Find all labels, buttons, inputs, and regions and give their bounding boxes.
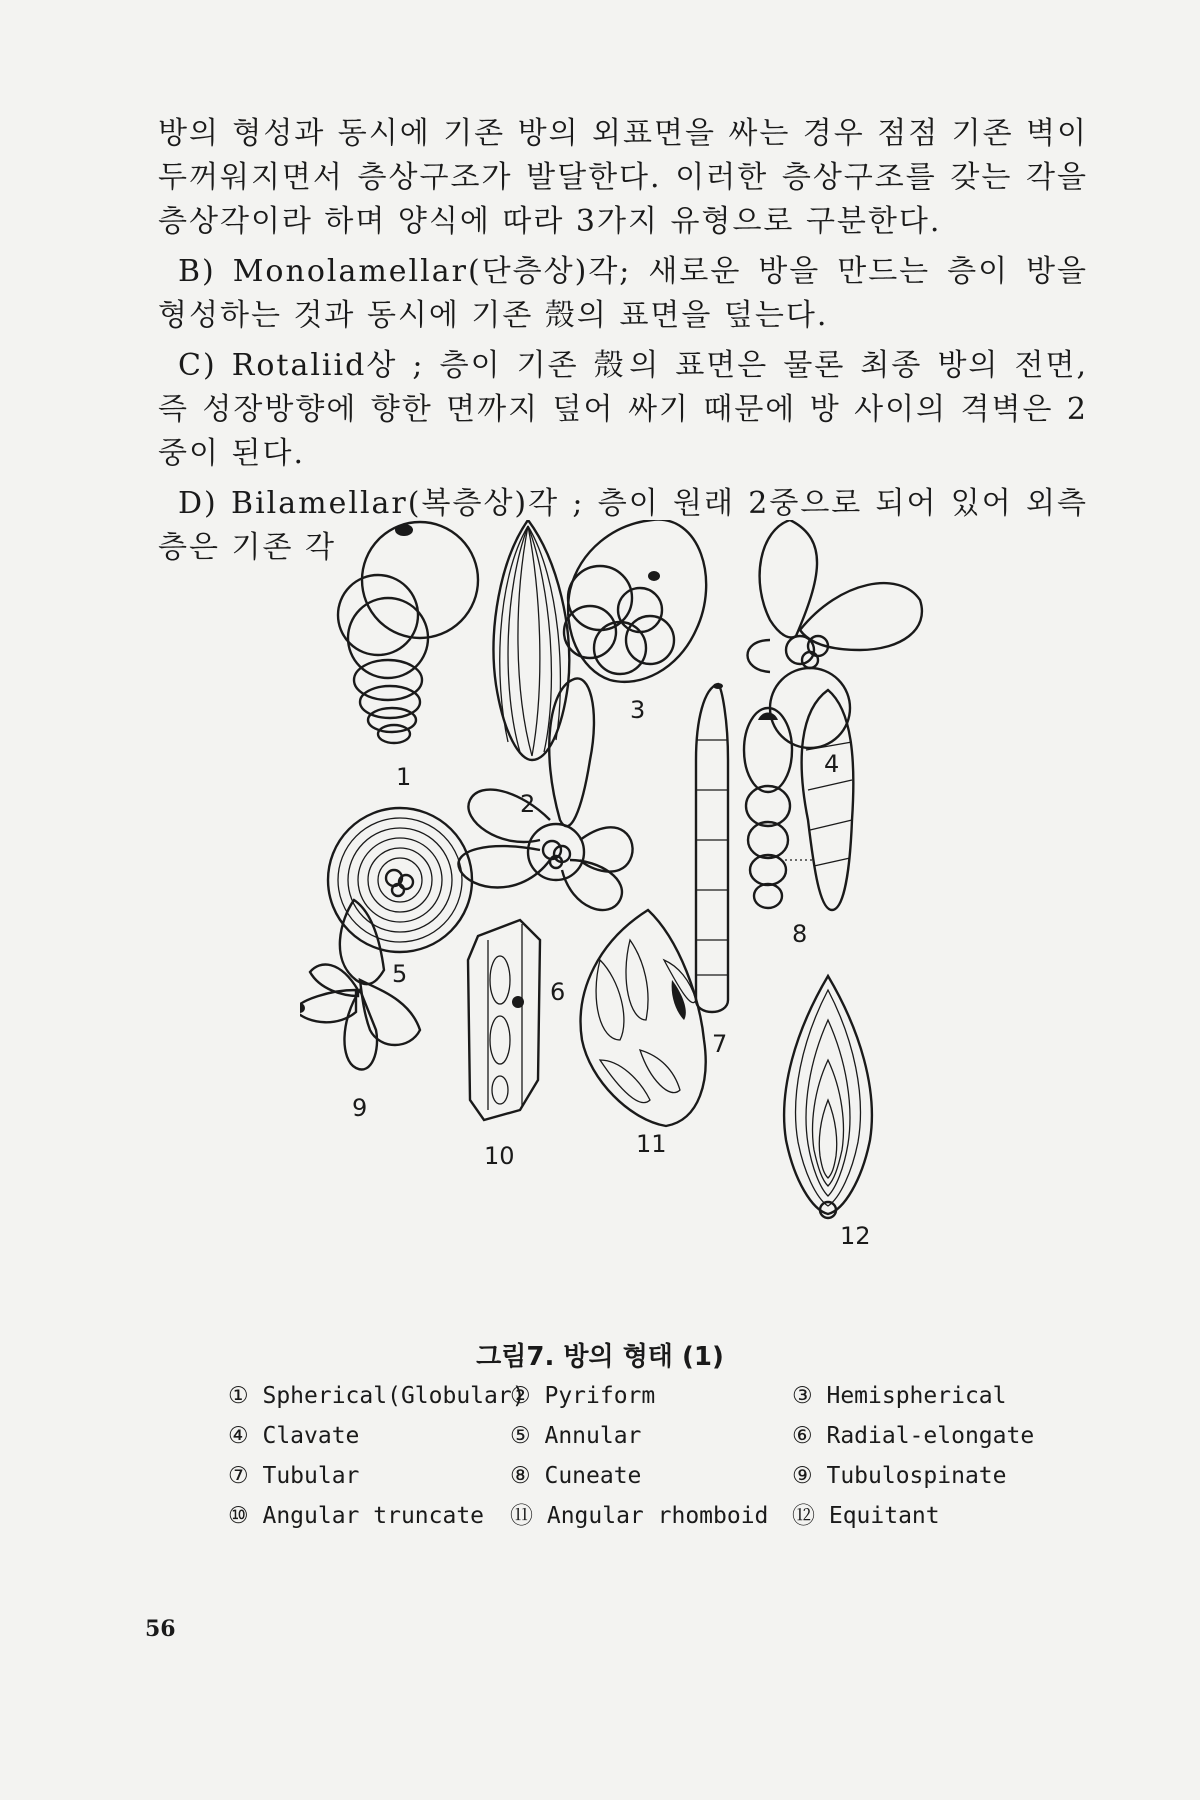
- shape-equitant: [784, 976, 872, 1218]
- figure-number-3: 3: [630, 696, 646, 724]
- figure-number-9: 9: [352, 1094, 368, 1122]
- figure-number-5: 5: [392, 960, 408, 988]
- legend-item-5: ⑤ Annular: [510, 1423, 642, 1449]
- chamber-shapes-figure: [300, 520, 1000, 1320]
- shape-annular: [328, 808, 472, 952]
- shape-cuneate: [744, 690, 853, 910]
- legend-item-8: ⑧ Cuneate: [510, 1463, 642, 1489]
- paragraph-bilamellar: D) Bilamellar(복층상)각 ; 층이 원래 2중으로 되어 있어 외측 층은 기존 각: [158, 486, 1088, 565]
- legend-item-6: ⑥ Radial-elongate: [792, 1423, 1035, 1449]
- figure-number-12: 12: [840, 1222, 871, 1250]
- figure-number-11: 11: [636, 1130, 667, 1158]
- figure-number-1: 1: [396, 763, 412, 791]
- shape-angular-rhomboid: [581, 910, 706, 1126]
- page-number: 56: [145, 1616, 176, 1642]
- figure-caption: 그림7. 방의 형태 (1): [476, 1342, 724, 1372]
- legend-item-1: ① Spherical(Globular): [228, 1383, 526, 1409]
- legend-item-10: ⑩ Angular truncate: [228, 1503, 485, 1529]
- figure-number-2: 2: [520, 790, 536, 818]
- figure-number-6: 6: [550, 978, 566, 1006]
- legend-item-9: ⑨ Tubulospinate: [792, 1463, 1007, 1489]
- paragraph-intro: 방의 형성과 동시에 기존 방의 외표면을 싸는 경우 점점 기존 벽이 두꺼워지면서 층상구조가 발달한다. 이러한 층상구조를 갖는 각을 층상각이라 하며 양식에 따라 3가지 유형으로 구분한다.: [158, 116, 1088, 239]
- body-text: [158, 112, 1088, 576]
- figure-number-10: 10: [484, 1142, 515, 1170]
- figure-number-7: 7: [712, 1030, 728, 1058]
- figure-legend: [228, 1378, 1035, 1534]
- legend-item-2: ② Pyriform: [510, 1383, 656, 1409]
- paragraph-monolamellar: B) Monolamellar(단층상)각; 새로운 방을 만드는 층이 방을 형성하는 것과 동시에 기존 殼의 표면을 덮는다.: [158, 254, 1088, 333]
- legend-item-12: ⑫ Equitant: [792, 1503, 940, 1529]
- paragraph-rotaliid: C) Rotaliid상 ; 층이 기존 殼의 표면은 물론 최종 방의 전면, 즉 성장방향에 향한 면까지 덮어 싸기 때문에 방 사이의 격벽은 2중이 된다.: [158, 348, 1088, 471]
- legend-item-4: ④ Clavate: [228, 1423, 360, 1449]
- shape-pyriform: [494, 520, 570, 760]
- shape-spherical: [338, 522, 478, 743]
- legend-item-11: ⑪ Angular rhomboid: [510, 1503, 769, 1529]
- shape-tubular: [696, 683, 728, 1012]
- shape-hemispherical: [564, 520, 706, 682]
- legend-item-7: ⑦ Tubular: [228, 1463, 360, 1489]
- shape-angular-truncate: [468, 920, 540, 1120]
- shape-radial-elongate: [458, 678, 632, 910]
- shape-clavate: [748, 520, 922, 748]
- figure-number-8: 8: [792, 920, 808, 948]
- figure-number-4: 4: [824, 750, 840, 778]
- legend-item-3: ③ Hemispherical: [792, 1383, 1007, 1409]
